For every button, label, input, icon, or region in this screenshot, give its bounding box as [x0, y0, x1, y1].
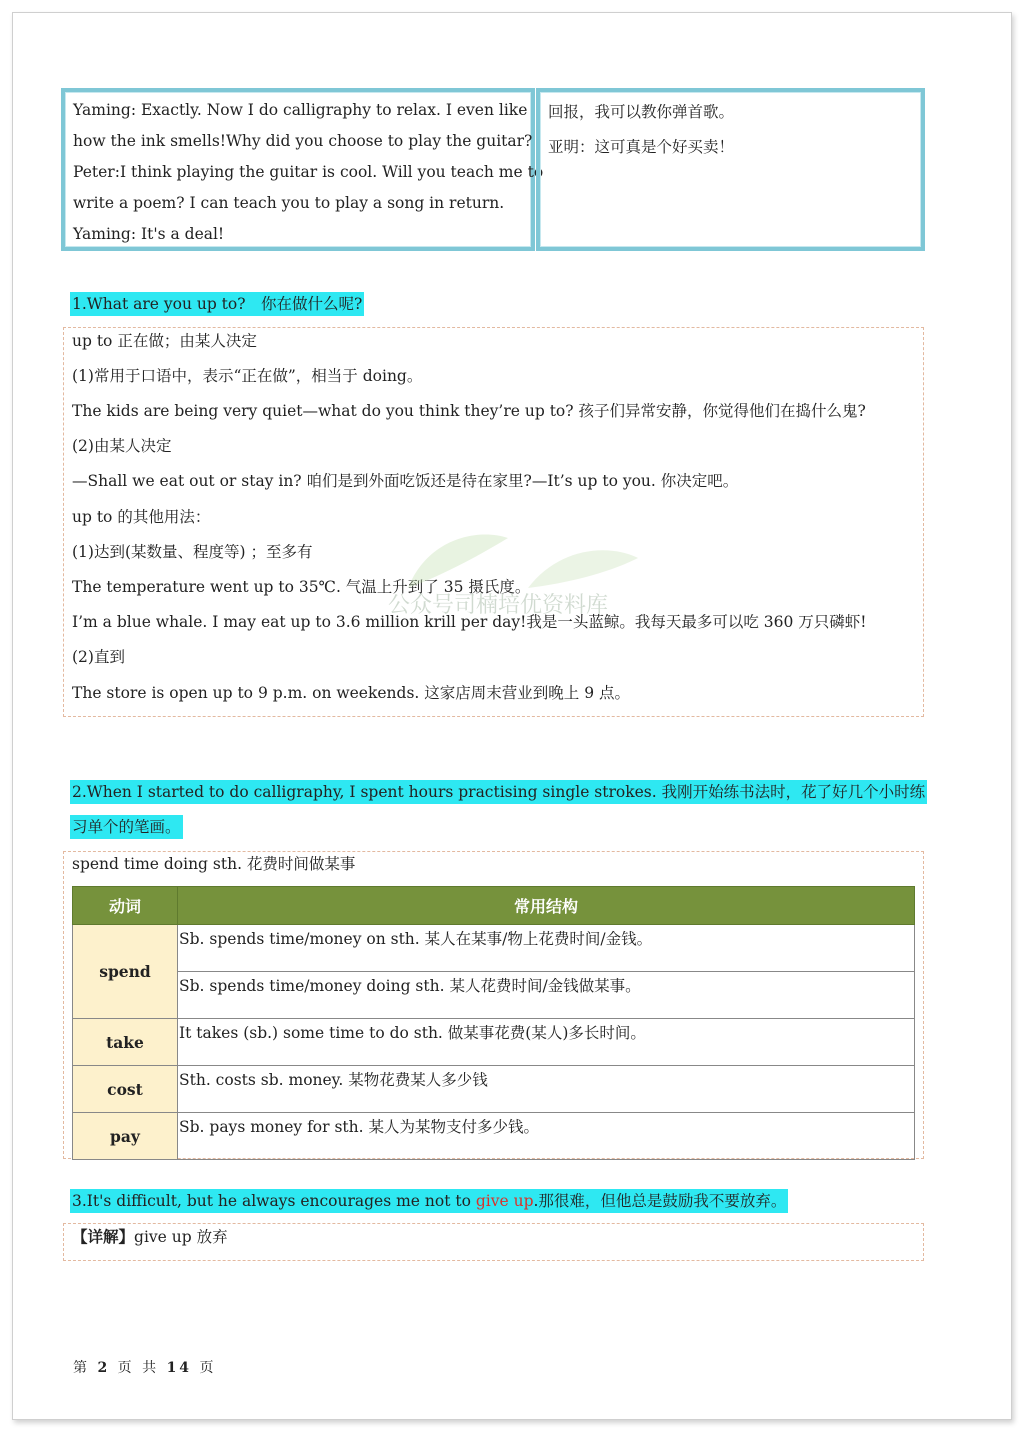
footer-mid1: 页 [117, 1360, 135, 1376]
dialogue-line: Yaming: It's a deal! [73, 225, 225, 243]
section2-intro: spend time doing sth. 花费时间做某事 [72, 855, 356, 873]
dialogue-line: 亚明：这可真是个好买卖！ [548, 138, 735, 156]
note-line: The temperature went up to 35℃. 气温上升到了 35 摄氏度。 [72, 578, 531, 596]
note-line: The kids are being very quiet—what do you think they’re up to? 孩子们异常安静，你觉得他们在捣什么鬼? [72, 402, 866, 420]
note-line: I’m a blue whale. I may eat up to 3.6 million krill per day!我是一头蓝鲸。我每天最多可以吃 360 万只磷虾! [72, 613, 867, 631]
section2-heading-line2: 习单个的笔画。 [70, 815, 183, 839]
note-line: (2)由某人决定 [72, 437, 172, 455]
table-header-structure: 常用结构 [178, 887, 915, 925]
dialogue-line: Yaming: Exactly. Now I do calligraphy to relax. I even like [73, 101, 528, 119]
watermark-text: 公众号司楠培优资料库 [388, 593, 609, 618]
dialogue-line: Peter:I think playing the guitar is cool. Will you teach me to [73, 163, 544, 181]
footer-pre: 第 [73, 1360, 90, 1376]
section3-heading [70, 1189, 788, 1213]
dialogue-line: write a poem? I can teach you to play a song in return. [73, 194, 505, 212]
footer-post: 页 [199, 1360, 217, 1376]
detail-label: 【详解】 [72, 1227, 135, 1246]
footer-mid2: 共 [142, 1360, 160, 1376]
section3-heading-pre: 3.It's difficult, but he always encourages me not to [72, 1192, 476, 1210]
footer-page-number: 2 [97, 1360, 111, 1376]
table-row [73, 1066, 915, 1113]
note-line: (1)常用于口语中，表示“正在做”，相当于 doing。 [72, 367, 423, 385]
verb-cell: take [73, 1019, 178, 1066]
verb-structure-table [72, 886, 915, 1160]
note-line: The store is open up to 9 p.m. on weekends. 这家店周末营业到晚上 9 点。 [72, 684, 630, 702]
dialogue-line: how the ink smells!Why did you choose to play the guitar? [73, 132, 533, 150]
section3-heading-red: give up [475, 1192, 534, 1210]
structure-cell: Sth. costs sb. money. 某物花费某人多少钱 [178, 1066, 915, 1113]
structure-cell: It takes (sb.) some time to do sth. 做某事花费(某人)多长时间。 [178, 1019, 915, 1066]
dialogue-line: 回报，我可以教你弹首歌。 [548, 103, 735, 121]
section3-heading-post: .那很难，但他总是鼓励我不要放弃。 [533, 1192, 787, 1210]
dialogue-english-cell [61, 88, 544, 251]
verb-cell: pay [73, 1113, 178, 1160]
table-row [73, 1113, 915, 1160]
detail-text: give up 放弃 [134, 1228, 228, 1246]
structure-cell: Sb. pays money for sth. 某人为某物支付多少钱。 [178, 1113, 915, 1160]
dialogue-chinese-cell [536, 88, 925, 251]
note-line: (2)直到 [72, 648, 125, 666]
page-footer [73, 1357, 217, 1377]
section2-heading-line1: 2.When I started to do calligraphy, I spent hours practising single strokes. 我刚开始练书法时，花了好几个小时练 [70, 780, 927, 804]
structure-cell: Sb. spends time/money on sth. 某人在某事/物上花费时间/金钱。 [178, 925, 915, 972]
note-line: up to 的其他用法： [72, 508, 211, 526]
footer-total-pages: 14 [166, 1360, 193, 1376]
document-page [12, 12, 1012, 1420]
note-line: —Shall we eat out or stay in? 咱们是到外面吃饭还是待在家里?—It’s up to you. 你决定吧。 [72, 472, 739, 490]
note-line: up to 正在做；由某人决定 [72, 332, 257, 350]
table-row [73, 925, 915, 972]
section3-detail [72, 1226, 228, 1248]
note-line: (1)达到(某数量、程度等) ；至多有 [72, 543, 313, 561]
table-row [73, 1019, 915, 1066]
verb-cell: cost [73, 1066, 178, 1113]
dialogue-table [61, 88, 925, 255]
table-row [73, 972, 915, 1019]
structure-cell: Sb. spends time/money doing sth. 某人花费时间/金钱做某事。 [178, 972, 915, 1019]
verb-cell: spend [73, 925, 178, 1019]
table-header-verb: 动词 [73, 887, 178, 925]
watermark-leaf-icon [388, 518, 648, 598]
section1-heading: 1.What are you up to? 你在做什么呢? [70, 292, 364, 316]
